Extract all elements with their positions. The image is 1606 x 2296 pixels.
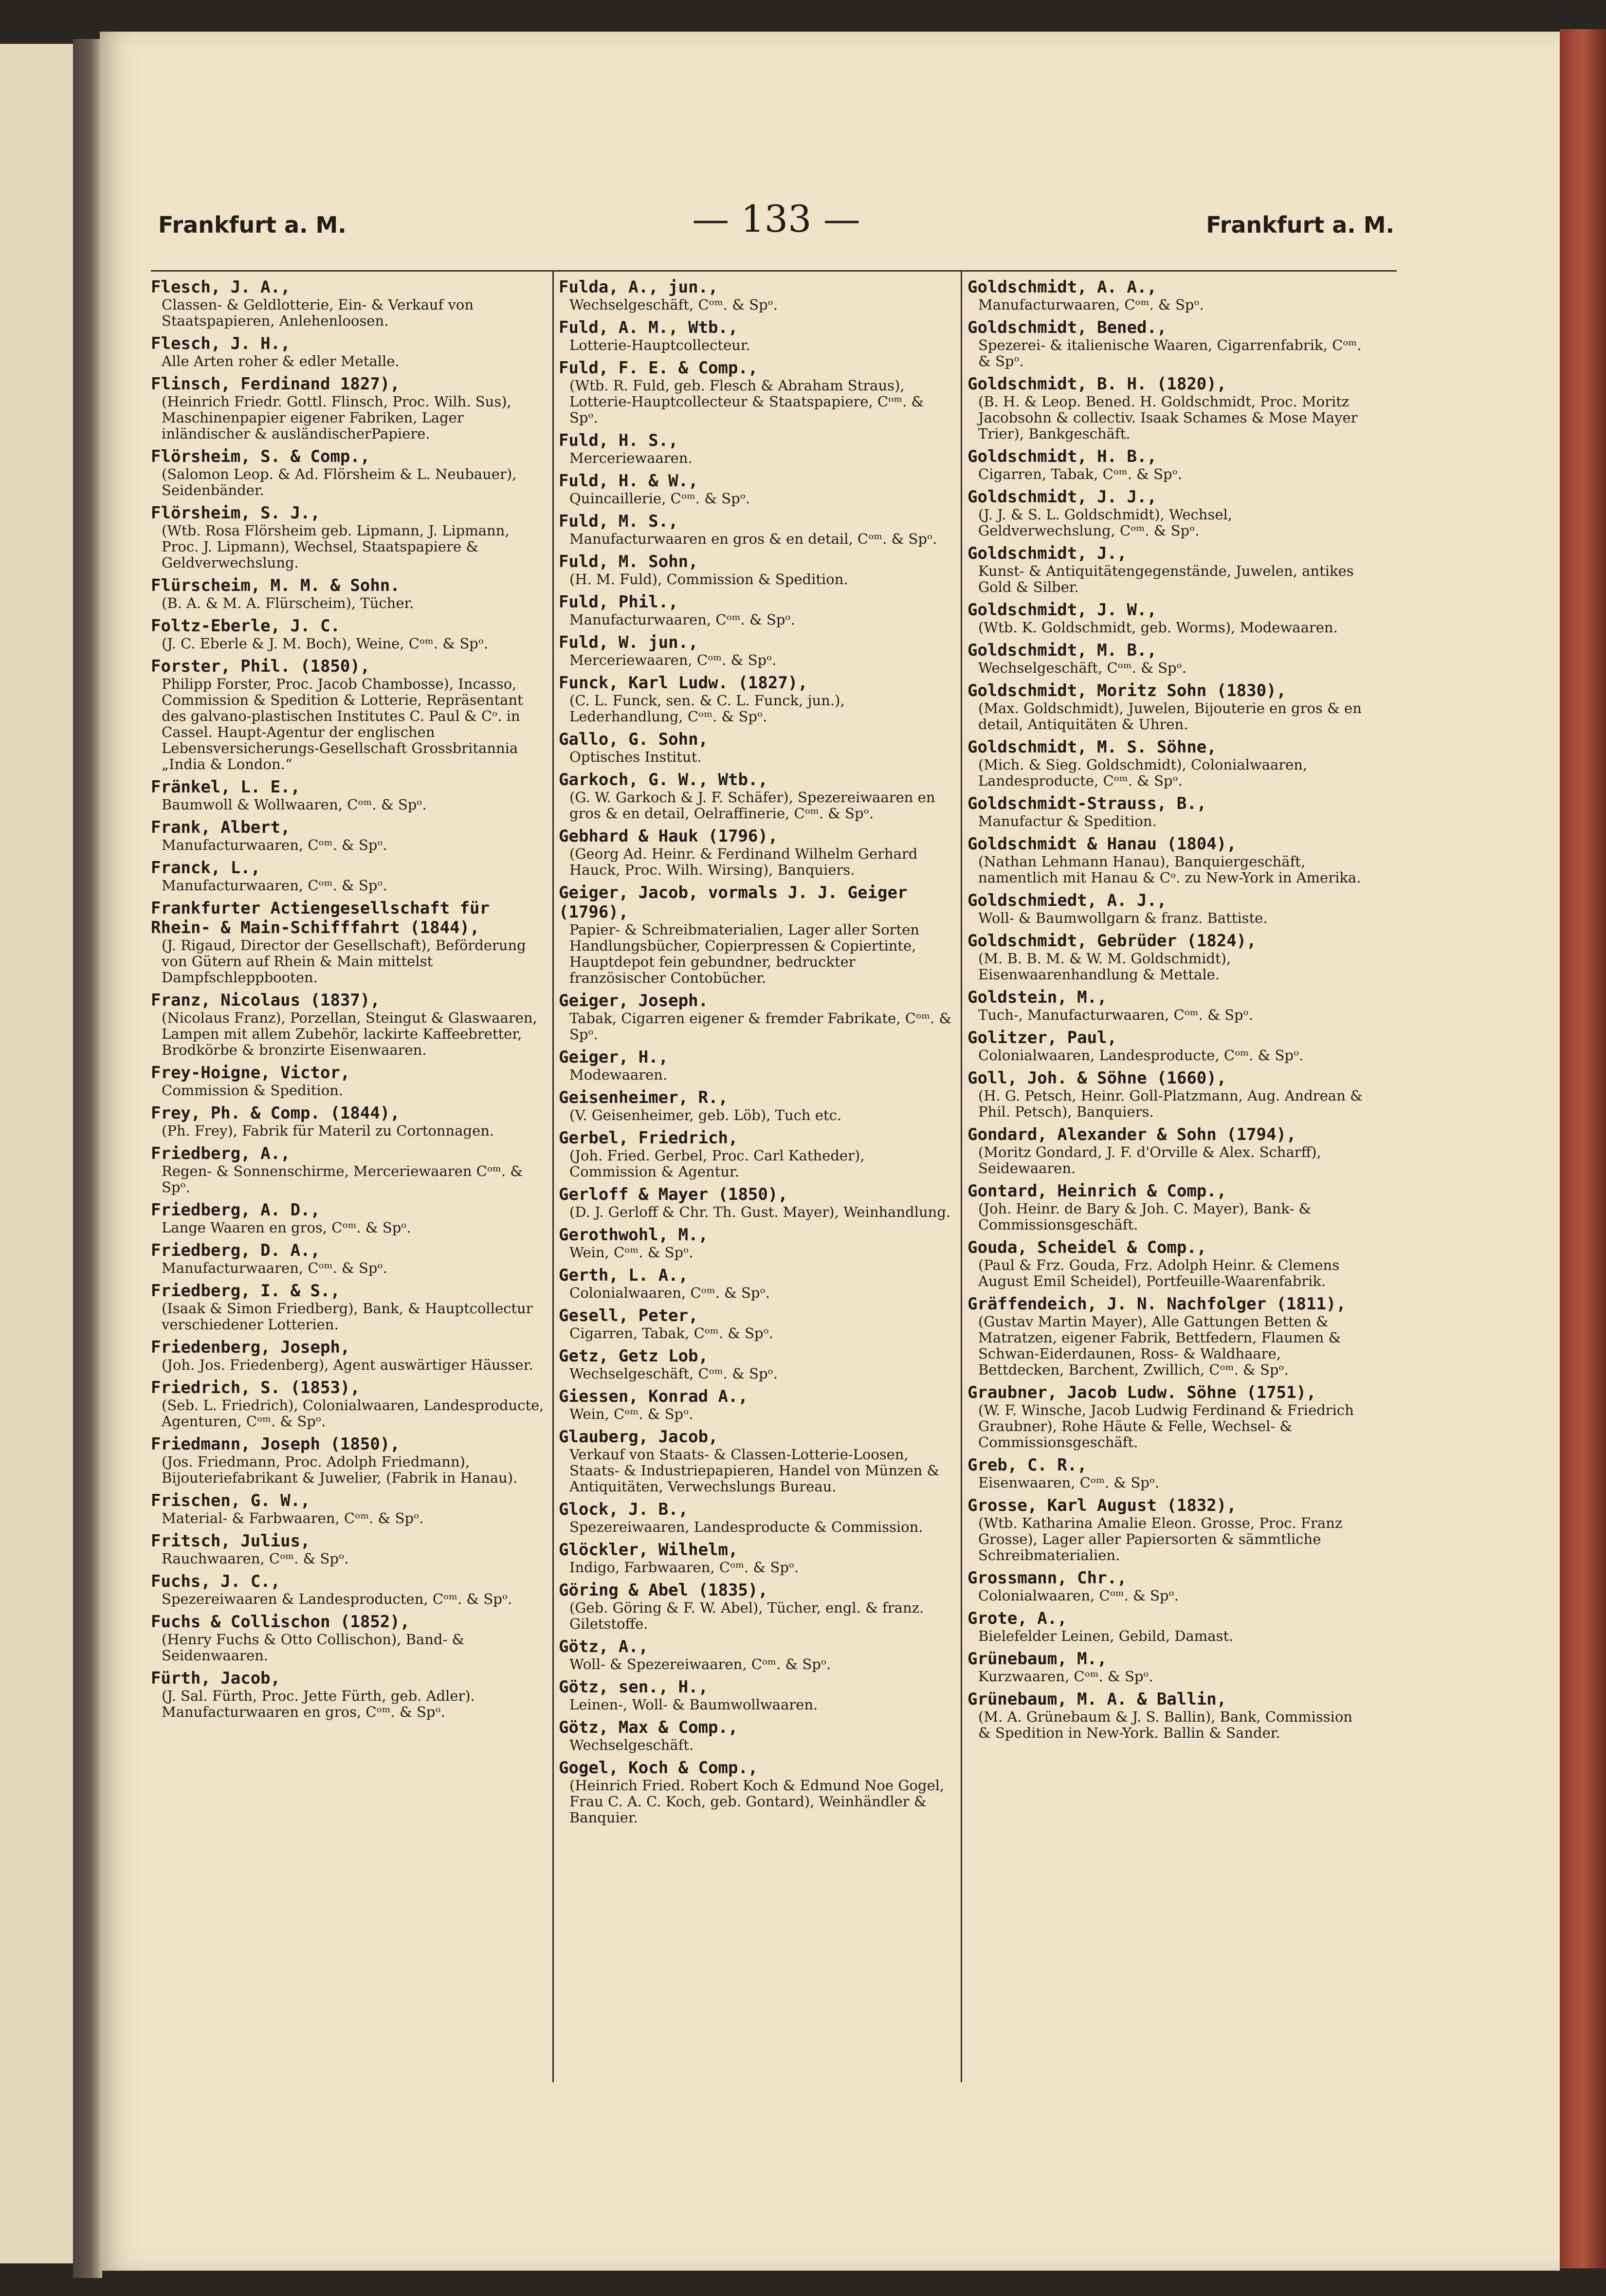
directory-entry bbox=[967, 737, 1363, 789]
firm-description: (C. L. Funck, sen. & C. L. Funck, jun.), Lederhandlung, Cᵒᵐ. & Spᵒ. bbox=[569, 692, 845, 725]
firm-description: Colonialwaaren, Cᵒᵐ. & Spᵒ. bbox=[978, 1587, 1179, 1604]
page-header bbox=[158, 197, 1394, 256]
firm-name: Friedberg, D. A., bbox=[151, 1241, 320, 1260]
firm-name: Gebhard & Hauk (1796), bbox=[559, 827, 778, 846]
firm-name: Geiger, Joseph. bbox=[559, 991, 709, 1010]
firm-name: Goldschmidt, M. B., bbox=[967, 641, 1157, 660]
firm-name: Gräffendeich, J. N. Nachfolger (1811), bbox=[967, 1294, 1346, 1314]
firm-description: Manufacturwaaren, Cᵒᵐ. & Spᵒ. bbox=[162, 837, 387, 853]
firm-description: (Gustav Martin Mayer), Alle Gattungen Betten & Matratzen, eigener Fabrik, Bettfedern, Flaumen & Schwan-Eiderdaunen, Ross- & Waldhaare, Bettdecken, Barchent, Zwillich, Cᵒᵐ. & Spᵒ. bbox=[978, 1313, 1341, 1378]
directory-page bbox=[100, 32, 1560, 2271]
firm-description: (Heinrich Fried. Robert Koch & Edmund Noe Gogel, Frau C. A. C. Koch, geb. Gontard), Weinhändler & Banquier. bbox=[569, 1777, 945, 1826]
firm-description: Kunst- & Antiquitätengegenstände, Juwelen, antikes Gold & Silber. bbox=[978, 563, 1354, 595]
firm-name: Gogel, Koch & Comp., bbox=[559, 1758, 758, 1778]
directory-entry bbox=[967, 487, 1363, 539]
column-2 bbox=[559, 272, 954, 2088]
directory-entry bbox=[151, 1491, 546, 1526]
firm-description: Tabak, Cigarren eigener & fremder Fabrikate, Cᵒᵐ. & Spᵒ. bbox=[569, 1010, 952, 1043]
firm-description: (Jos. Friedmann, Proc. Adolph Friedmann), Bijouteriefabrikant & Juwelier, (Fabrik in Hanau). bbox=[162, 1453, 518, 1486]
directory-entry bbox=[151, 1144, 546, 1195]
firm-name: Götz, Max & Comp., bbox=[559, 1718, 738, 1737]
directory-entry bbox=[559, 1266, 954, 1301]
directory-entry bbox=[151, 1612, 546, 1664]
directory-entry bbox=[967, 1455, 1363, 1491]
firm-description: (J. Sal. Fürth, Proc. Jette Fürth, geb. Adler). Manufacturwaaren en gros, Cᵒᵐ. & Spᵒ. bbox=[162, 1688, 475, 1720]
firm-description: (Nathan Lehmann Hanau), Banquiergeschäft, namentlich mit Hanau & Cᵒ. zu New-York in Amerika. bbox=[978, 853, 1361, 886]
firm-name: Giessen, Konrad A., bbox=[559, 1387, 748, 1406]
directory-entry bbox=[151, 657, 546, 772]
firm-description: Manufacturwaaren, Cᵒᵐ. & Spᵒ. bbox=[162, 877, 387, 894]
directory-entry bbox=[151, 576, 546, 611]
directory-entry bbox=[559, 592, 954, 628]
firm-description: Indigo, Farbwaaren, Cᵒᵐ. & Spᵒ. bbox=[569, 1559, 799, 1576]
firm-description: (Henry Fuchs & Otto Collischon), Band- & Seidenwaaren. bbox=[162, 1631, 465, 1664]
firm-description: Bielefelder Leinen, Gebild, Damast. bbox=[978, 1628, 1234, 1644]
firm-name: Frey-Hoigne, Victor, bbox=[151, 1063, 350, 1083]
directory-entry bbox=[967, 681, 1363, 733]
firm-name: Franz, Nicolaus (1837), bbox=[151, 991, 380, 1010]
firm-description: (Joh. Fried. Gerbel, Proc. Carl Katheder), Commission & Agentur. bbox=[569, 1147, 865, 1180]
firm-name: Göring & Abel (1835), bbox=[559, 1580, 768, 1600]
directory-entry bbox=[967, 794, 1363, 829]
directory-entry bbox=[967, 931, 1363, 983]
firm-name: Goldschmidt & Hanau (1804), bbox=[967, 834, 1237, 854]
firm-description: Spezerei- & italienische Waaren, Cigarrenfabrik, Cᵒᵐ. & Spᵒ. bbox=[978, 337, 1362, 369]
firm-name: Friedmann, Joseph (1850), bbox=[151, 1434, 400, 1454]
firm-name: Glock, J. B., bbox=[559, 1500, 689, 1519]
firm-description: Quincaillerie, Cᵒᵐ. & Spᵒ. bbox=[569, 490, 750, 507]
firm-name: Grünebaum, M., bbox=[967, 1649, 1107, 1669]
firm-name: Goldschmidt, J., bbox=[967, 544, 1127, 563]
firm-description: Wechselgeschäft, Cᵒᵐ. & Spᵒ. bbox=[569, 1365, 778, 1382]
directory-entry bbox=[559, 318, 954, 353]
firm-description: (Wtb. Rosa Flörsheim geb. Lipmann, J. Lipmann, Proc. J. Lipmann), Wechsel, Staatspapiere & Geldverwechslung. bbox=[162, 522, 510, 571]
firm-description: Colonialwaaren, Landesproducte, Cᵒᵐ. & Spᵒ. bbox=[978, 1047, 1304, 1064]
firm-description: (H. G. Petsch, Heinr. Goll-Platzmann, Aug. Andrean & Phil. Petsch), Banquiers. bbox=[978, 1087, 1363, 1120]
firm-name: Goldschmidt, A. A., bbox=[967, 277, 1157, 297]
firm-name: Goldschmidt, Bened., bbox=[967, 318, 1167, 337]
firm-name: Fürth, Jacob, bbox=[151, 1669, 281, 1688]
directory-entry bbox=[967, 834, 1363, 886]
firm-description: Woll- & Baumwollgarn & franz. Battiste. bbox=[978, 910, 1268, 926]
firm-name: Götz, sen., H., bbox=[559, 1677, 709, 1697]
directory-entry bbox=[967, 1568, 1363, 1604]
firm-description: Woll- & Spezereiwaaren, Cᵒᵐ. & Spᵒ. bbox=[569, 1656, 831, 1672]
firm-description: (Wtb. K. Goldschmidt, geb. Worms), Modewaaren. bbox=[978, 619, 1338, 636]
firm-description: Wein, Cᵒᵐ. & Spᵒ. bbox=[569, 1406, 694, 1422]
directory-entry bbox=[559, 730, 954, 765]
firm-description: Wein, Cᵒᵐ. & Spᵒ. bbox=[569, 1244, 694, 1261]
directory-entry bbox=[559, 358, 954, 426]
firm-description: Commission & Spedition. bbox=[162, 1082, 344, 1099]
firm-description: Wechselgeschäft, Cᵒᵐ. & Spᵒ. bbox=[978, 660, 1186, 676]
firm-description: Lange Waaren en gros, Cᵒᵐ. & Spᵒ. bbox=[162, 1219, 411, 1236]
firm-name: Fuld, W. jun., bbox=[559, 633, 698, 652]
directory-entry bbox=[967, 600, 1363, 636]
firm-description: Spezereiwaaren, Landesproducte & Commission. bbox=[569, 1519, 923, 1535]
column-rule bbox=[552, 272, 554, 2082]
firm-description: (M. B. B. M. & W. M. Goldschmidt), Eisenwaarenhandlung & Mettale. bbox=[978, 950, 1231, 983]
firm-name: Fuld, M. Sohn, bbox=[559, 552, 698, 571]
directory-entry bbox=[151, 899, 546, 986]
firm-description: Alle Arten roher & edler Metalle. bbox=[162, 353, 400, 369]
firm-name: Frank, Albert, bbox=[151, 818, 291, 837]
firm-description: Rauchwaaren, Cᵒᵐ. & Spᵒ. bbox=[162, 1550, 349, 1567]
directory-entry bbox=[151, 991, 546, 1058]
directory-entry bbox=[151, 616, 546, 652]
directory-entry bbox=[559, 1387, 954, 1422]
directory-entry bbox=[151, 374, 546, 442]
firm-name: Goldschmidt, Moritz Sohn (1830), bbox=[967, 681, 1287, 700]
firm-description: Classen- & Geldlotterie, Ein- & Verkauf von Staatspapieren, Anlehenloosen. bbox=[162, 296, 474, 329]
firm-name: Goldschmidt-Strauss, B., bbox=[967, 794, 1207, 813]
firm-description: (Paul & Frz. Gouda, Frz. Adolph Heinr. & Clemens August Emil Scheidel), Portfeuille-Waarenfabrik. bbox=[978, 1257, 1340, 1289]
firm-description: (Mich. & Sieg. Goldschmidt), Colonialwaaren, Landesproducte, Cᵒᵐ. & Spᵒ. bbox=[978, 756, 1308, 789]
directory-entry bbox=[559, 1128, 954, 1180]
firm-name: Gontard, Heinrich & Comp., bbox=[967, 1181, 1227, 1201]
firm-name: Gouda, Scheidel & Comp., bbox=[967, 1238, 1207, 1257]
firm-name: Goldschmidt, B. H. (1820), bbox=[967, 374, 1227, 394]
book-spine bbox=[73, 39, 102, 2278]
firm-name: Geisenheimer, R., bbox=[559, 1088, 728, 1107]
firm-name: Garkoch, G. W., Wtb., bbox=[559, 770, 768, 790]
firm-name: Friedrich, S. (1853), bbox=[151, 1378, 360, 1397]
firm-name: Goldschmidt, J. J., bbox=[967, 487, 1157, 507]
firm-name: Franck, L., bbox=[151, 858, 261, 878]
firm-name: Forster, Phil. (1850), bbox=[151, 657, 370, 676]
firm-name: Grossmann, Chr., bbox=[967, 1568, 1127, 1588]
firm-name: Fritsch, Julius, bbox=[151, 1531, 310, 1551]
directory-columns bbox=[151, 270, 1397, 2082]
directory-entry bbox=[559, 1718, 954, 1753]
firm-description: (J. J. & S. L. Goldschmidt), Wechsel, Geldverwechslung, Cᵒᵐ. & Spᵒ. bbox=[978, 506, 1232, 539]
firm-description: (Georg Ad. Heinr. & Ferdinand Wilhelm Gerhard Hauck, Proc. Wilh. Wirsing), Banquiers. bbox=[569, 845, 918, 878]
firm-description: Papier- & Schreibmaterialien, Lager aller Sorten Handlungsbücher, Copierpressen & Copiertinte, Hauptdepot fein gebundner, bedruckter französischer Contobücher. bbox=[569, 921, 920, 986]
firm-name: Fulda, A., jun., bbox=[559, 277, 718, 297]
directory-entry bbox=[967, 1649, 1363, 1685]
firm-name: Goldstein, M., bbox=[967, 988, 1107, 1007]
firm-name: Gerth, L. A., bbox=[559, 1266, 689, 1285]
firm-description: Lotterie-Hauptcollecteur. bbox=[569, 337, 750, 353]
directory-entry bbox=[559, 1185, 954, 1220]
directory-entry bbox=[559, 1637, 954, 1672]
firm-description: (Isaak & Simon Friedberg), Bank, & Hauptcollectur verschiedener Lotterien. bbox=[162, 1300, 533, 1333]
directory-entry bbox=[559, 1580, 954, 1632]
directory-entry bbox=[559, 471, 954, 507]
running-head-right: Frankfurt a. M. bbox=[1206, 212, 1394, 238]
firm-name: Fuchs, J. C., bbox=[151, 1572, 281, 1591]
directory-entry bbox=[559, 827, 954, 878]
directory-entry bbox=[559, 1500, 954, 1535]
firm-name: Gallo, G. Sohn, bbox=[559, 730, 709, 749]
directory-entry bbox=[151, 503, 546, 571]
firm-name: Gesell, Peter, bbox=[559, 1306, 698, 1325]
directory-entry bbox=[559, 552, 954, 588]
directory-entry bbox=[967, 1383, 1363, 1451]
directory-entry bbox=[967, 1690, 1363, 1741]
directory-entry bbox=[151, 447, 546, 498]
firm-name: Grosse, Karl August (1832), bbox=[967, 1496, 1237, 1515]
directory-entry bbox=[151, 334, 546, 369]
directory-entry bbox=[967, 1609, 1363, 1644]
column-3 bbox=[967, 272, 1363, 2088]
directory-entry bbox=[151, 777, 546, 813]
firm-name: Gondard, Alexander & Sohn (1794), bbox=[967, 1125, 1296, 1144]
directory-entry bbox=[151, 818, 546, 853]
column-rule bbox=[961, 272, 962, 2082]
firm-description: (Seb. L. Friedrich), Colonialwaaren, Landesproducte, Agenturen, Cᵒᵐ. & Spᵒ. bbox=[162, 1397, 544, 1430]
directory-entry bbox=[559, 1225, 954, 1261]
firm-name: Goldschmidt, M. S. Söhne, bbox=[967, 737, 1217, 757]
directory-entry bbox=[151, 1103, 546, 1139]
directory-entry bbox=[967, 1238, 1363, 1289]
firm-description: Verkauf von Staats- & Classen-Lotterie-Loosen, Staats- & Industriepapieren, Handel von Münzen & Antiquitäten, Verwechslungs Bureau. bbox=[569, 1446, 940, 1495]
firm-description: (Joh. Jos. Friedenberg), Agent auswärtiger Häusser. bbox=[162, 1357, 533, 1373]
firm-name: Foltz-Eberle, J. C. bbox=[151, 616, 340, 636]
firm-description: Eisenwaaren, Cᵒᵐ. & Spᵒ. bbox=[978, 1474, 1160, 1491]
firm-description: (G. W. Garkoch & J. F. Schäfer), Spezereiwaaren en gros & en detail, Oelraffinerie, Cᵒᵐ. & Spᵒ. bbox=[569, 789, 935, 822]
directory-entry bbox=[559, 883, 954, 986]
firm-description: Regen- & Sonnenschirme, Merceriewaaren Cᵒᵐ. & Spᵒ. bbox=[162, 1163, 523, 1195]
firm-name: Friedberg, I. & S., bbox=[151, 1281, 340, 1301]
directory-entry bbox=[559, 1677, 954, 1713]
firm-description: Modewaaren. bbox=[569, 1066, 668, 1083]
firm-name: Fränkel, L. E., bbox=[151, 777, 301, 797]
firm-description: (Joh. Heinr. de Bary & Joh. C. Mayer), Bank- & Commissionsgeschäft. bbox=[978, 1200, 1312, 1233]
firm-name: Getz, Getz Lob, bbox=[559, 1346, 709, 1366]
firm-description: (W. F. Winsche, Jacob Ludwig Ferdinand & Friedrich Graubner), Rohe Häute & Felle, Wechsel- & Commissionsgeschäft. bbox=[978, 1402, 1354, 1451]
firm-description: Manufacturwaaren, Cᵒᵐ. & Spᵒ. bbox=[569, 611, 795, 628]
firm-name: Greb, C. R., bbox=[967, 1455, 1087, 1475]
directory-entry bbox=[967, 1125, 1363, 1176]
directory-entry bbox=[151, 858, 546, 894]
firm-description: (V. Geisenheimer, geb. Löb), Tuch etc. bbox=[569, 1107, 842, 1123]
firm-name: Funck, Karl Ludw. (1827), bbox=[559, 673, 808, 693]
directory-entry bbox=[559, 277, 954, 313]
firm-name: Glauberg, Jacob, bbox=[559, 1427, 718, 1447]
directory-entry bbox=[151, 1434, 546, 1486]
firm-name: Götz, A., bbox=[559, 1637, 649, 1656]
firm-name: Goll, Joh. & Söhne (1660), bbox=[967, 1068, 1227, 1088]
directory-entry bbox=[559, 1427, 954, 1495]
firm-description: Manufactur & Spedition. bbox=[978, 813, 1157, 829]
firm-name: Glöckler, Wilhelm, bbox=[559, 1540, 738, 1560]
firm-name: Goldschmidt, Gebrüder (1824), bbox=[967, 931, 1257, 951]
directory-entry bbox=[559, 431, 954, 466]
directory-entry bbox=[967, 1028, 1363, 1064]
directory-entry bbox=[151, 1572, 546, 1607]
directory-entry bbox=[967, 544, 1363, 595]
directory-entry bbox=[559, 991, 954, 1043]
firm-name: Fuld, F. E. & Comp., bbox=[559, 358, 758, 378]
firm-description: Leinen-, Woll- & Baumwollwaaren. bbox=[569, 1696, 818, 1713]
firm-description: (M. A. Grünebaum & J. S. Ballin), Bank, Commission & Spedition in New-York. Ballin & Sander. bbox=[978, 1708, 1352, 1741]
firm-description: (Heinrich Friedr. Gottl. Flinsch, Proc. Wilh. Sus), Maschinenpapier eigener Fabriken, Lager inländischer & ausländischerPapiere. bbox=[162, 393, 511, 442]
directory-entry bbox=[559, 770, 954, 822]
page-number: — 133 — bbox=[692, 197, 860, 240]
directory-entry bbox=[151, 1063, 546, 1099]
directory-entry bbox=[151, 1200, 546, 1236]
firm-name: Fuld, M. S., bbox=[559, 512, 678, 531]
firm-name: Graubner, Jacob Ludw. Söhne (1751), bbox=[967, 1383, 1316, 1402]
firm-description: Manufacturwaaren en gros & en detail, Cᵒᵐ. & Spᵒ. bbox=[569, 531, 937, 547]
directory-entry bbox=[151, 1241, 546, 1276]
firm-description: Manufacturwaaren, Cᵒᵐ. & Spᵒ. bbox=[978, 296, 1204, 313]
firm-name: Fuchs & Collischon (1852), bbox=[151, 1612, 410, 1632]
directory-entry bbox=[967, 988, 1363, 1023]
directory-entry bbox=[151, 1531, 546, 1567]
firm-description: Wechselgeschäft, Cᵒᵐ. & Spᵒ. bbox=[569, 296, 778, 313]
firm-description: (Max. Goldschmidt), Juwelen, Bijouterie en gros & en detail, Antiquitäten & Uhren. bbox=[978, 700, 1362, 733]
firm-name: Fuld, H. & W., bbox=[559, 471, 698, 491]
directory-entry bbox=[559, 1540, 954, 1576]
firm-description: (H. M. Fuld), Commission & Spedition. bbox=[569, 571, 848, 588]
firm-description: Tuch-, Manufacturwaaren, Cᵒᵐ. & Spᵒ. bbox=[978, 1007, 1253, 1023]
directory-entry bbox=[967, 891, 1363, 926]
firm-name: Friedberg, A., bbox=[151, 1144, 291, 1163]
firm-description: (Moritz Gondard, J. F. d'Orville & Alex. Scharff), Seidewaaren. bbox=[978, 1144, 1321, 1176]
directory-entry bbox=[967, 1068, 1363, 1120]
directory-entry bbox=[967, 318, 1363, 369]
firm-description: Cigarren, Tabak, Cᵒᵐ. & Spᵒ. bbox=[569, 1325, 773, 1341]
directory-entry bbox=[967, 1181, 1363, 1233]
firm-name: Goldschmidt, H. B., bbox=[967, 447, 1157, 466]
firm-name: Frischen, G. W., bbox=[151, 1491, 310, 1510]
firm-name: Geiger, Jacob, vormals J. J. Geiger (1796), bbox=[559, 883, 908, 922]
directory-entry bbox=[967, 374, 1363, 442]
directory-entry bbox=[559, 1306, 954, 1341]
firm-description: Manufacturwaaren, Cᵒᵐ. & Spᵒ. bbox=[162, 1260, 387, 1276]
book-cover-edge bbox=[1560, 29, 1606, 2268]
firm-name: Goldschmidt, J. W., bbox=[967, 600, 1157, 620]
firm-description: Wechselgeschäft. bbox=[569, 1737, 694, 1753]
firm-name: Golitzer, Paul, bbox=[967, 1028, 1117, 1047]
firm-description: Cigarren, Tabak, Cᵒᵐ. & Spᵒ. bbox=[978, 466, 1182, 482]
firm-name: Flörsheim, S. J., bbox=[151, 503, 320, 523]
directory-entry bbox=[151, 1338, 546, 1373]
directory-entry bbox=[967, 1294, 1363, 1378]
firm-description: (Wtb. Katharina Amalie Eleon. Grosse, Proc. Franz Grosse), Lager aller Papiersorten & sämmtliche Schreibmaterialien. bbox=[978, 1515, 1343, 1563]
firm-name: Frey, Ph. & Comp. (1844), bbox=[151, 1103, 400, 1123]
firm-description: (Ph. Frey), Fabrik für Materil zu Cortonnagen. bbox=[162, 1122, 494, 1139]
directory-entry bbox=[559, 1047, 954, 1083]
directory-entry bbox=[151, 1281, 546, 1333]
firm-description: Optisches Institut. bbox=[569, 749, 702, 765]
firm-name: Fuld, Phil., bbox=[559, 592, 678, 612]
firm-name: Flesch, J. H., bbox=[151, 334, 291, 353]
firm-description: (Wtb. R. Fuld, geb. Flesch & Abraham Straus), Lotterie-Hauptcollecteur & Staatspapiere, Cᵒᵐ. & Spᵒ. bbox=[569, 377, 924, 426]
directory-entry bbox=[151, 277, 546, 329]
firm-name: Grünebaum, M. A. & Ballin, bbox=[967, 1690, 1227, 1709]
previous-page-edge bbox=[0, 44, 76, 2263]
firm-description: (B. A. & M. A. Flürscheim), Tücher. bbox=[162, 595, 414, 611]
directory-entry bbox=[967, 641, 1363, 676]
directory-entry bbox=[151, 1669, 546, 1720]
firm-description: (B. H. & Leop. Bened. H. Goldschmidt, Proc. Moritz Jacobsohn & collectiv. Isaak Schames & Mose Mayer Trier), Bankgeschäft. bbox=[978, 393, 1358, 442]
firm-description: (Geb. Göring & F. W. Abel), Tücher, engl. & franz. Giletstoffe. bbox=[569, 1599, 924, 1632]
firm-name: Friedenberg, Joseph, bbox=[151, 1338, 350, 1357]
firm-description: Spezereiwaaren & Landesproducten, Cᵒᵐ. & Spᵒ. bbox=[162, 1591, 512, 1607]
firm-name: Flinsch, Ferdinand 1827), bbox=[151, 374, 400, 394]
directory-entry bbox=[559, 512, 954, 547]
firm-description: (J. Rigaud, Director der Gesellschaft), Beförderung von Gütern auf Rhein & Main mittelst Dampfschleppbooten. bbox=[162, 937, 526, 986]
firm-name: Flürscheim, M. M. & Sohn. bbox=[151, 576, 400, 595]
firm-description: (Salomon Leop. & Ad. Flörsheim & L. Neubauer), Seidenbänder. bbox=[162, 466, 517, 498]
directory-entry bbox=[151, 1378, 546, 1430]
running-head-left: Frankfurt a. M. bbox=[158, 212, 347, 238]
firm-description: Kurzwaaren, Cᵒᵐ. & Spᵒ. bbox=[978, 1668, 1153, 1685]
directory-entry bbox=[559, 633, 954, 668]
directory-entry bbox=[967, 1496, 1363, 1563]
directory-entry bbox=[559, 1088, 954, 1123]
directory-entry bbox=[559, 1758, 954, 1826]
directory-entry bbox=[967, 277, 1363, 313]
firm-description: (D. J. Gerloff & Chr. Th. Gust. Mayer), Weinhandlung. bbox=[569, 1204, 951, 1220]
firm-name: Gerbel, Friedrich, bbox=[559, 1128, 738, 1148]
firm-description: Merceriewaaren, Cᵒᵐ. & Spᵒ. bbox=[569, 652, 777, 668]
firm-description: Material- & Farbwaaren, Cᵒᵐ. & Spᵒ. bbox=[162, 1510, 424, 1526]
firm-description: (J. C. Eberle & J. M. Boch), Weine, Cᵒᵐ. & Spᵒ. bbox=[162, 635, 489, 652]
firm-description: Colonialwaaren, Cᵒᵐ. & Spᵒ. bbox=[569, 1285, 770, 1301]
firm-description: Baumwoll & Wollwaaren, Cᵒᵐ. & Spᵒ. bbox=[162, 796, 427, 813]
column-1 bbox=[151, 272, 546, 2088]
firm-name: Grote, A., bbox=[967, 1609, 1067, 1628]
firm-description: Merceriewaaren. bbox=[569, 450, 693, 466]
directory-entry bbox=[967, 447, 1363, 482]
firm-description: Philipp Forster, Proc. Jacob Chambosse), Incasso, Commission & Spedition & Lotterie, Repräsentant des galvano-plastischen Institutes C. Paul & Cᵒ. in Cassel. Haupt-Agentur der englischen Lebensversicherungs-Gesellschaft Grossbritannia „India & London.“ bbox=[162, 676, 523, 772]
firm-name: Gerloff & Mayer (1850), bbox=[559, 1185, 788, 1204]
directory-entry bbox=[559, 673, 954, 725]
directory-entry bbox=[559, 1346, 954, 1382]
firm-name: Flörsheim, S. & Comp., bbox=[151, 447, 370, 466]
firm-name: Fuld, A. M., Wtb., bbox=[559, 318, 738, 337]
firm-name: Friedberg, A. D., bbox=[151, 1200, 320, 1220]
firm-description: (Nicolaus Franz), Porzellan, Steingut & Glaswaaren, Lampen mit allem Zubehör, lackirte Kaffeebretter, Brodkörbe & bronzirte Eisenwaaren. bbox=[162, 1010, 537, 1058]
firm-name: Fuld, H. S., bbox=[559, 431, 678, 450]
firm-name: Goldschmiedt, A. J., bbox=[967, 891, 1167, 910]
firm-name: Frankfurter Actiengesellschaft für Rhein- & Main-Schifffahrt (1844), bbox=[151, 899, 490, 937]
firm-name: Gerothwohl, M., bbox=[559, 1225, 709, 1245]
firm-name: Flesch, J. A., bbox=[151, 277, 291, 297]
firm-name: Geiger, H., bbox=[559, 1047, 669, 1067]
